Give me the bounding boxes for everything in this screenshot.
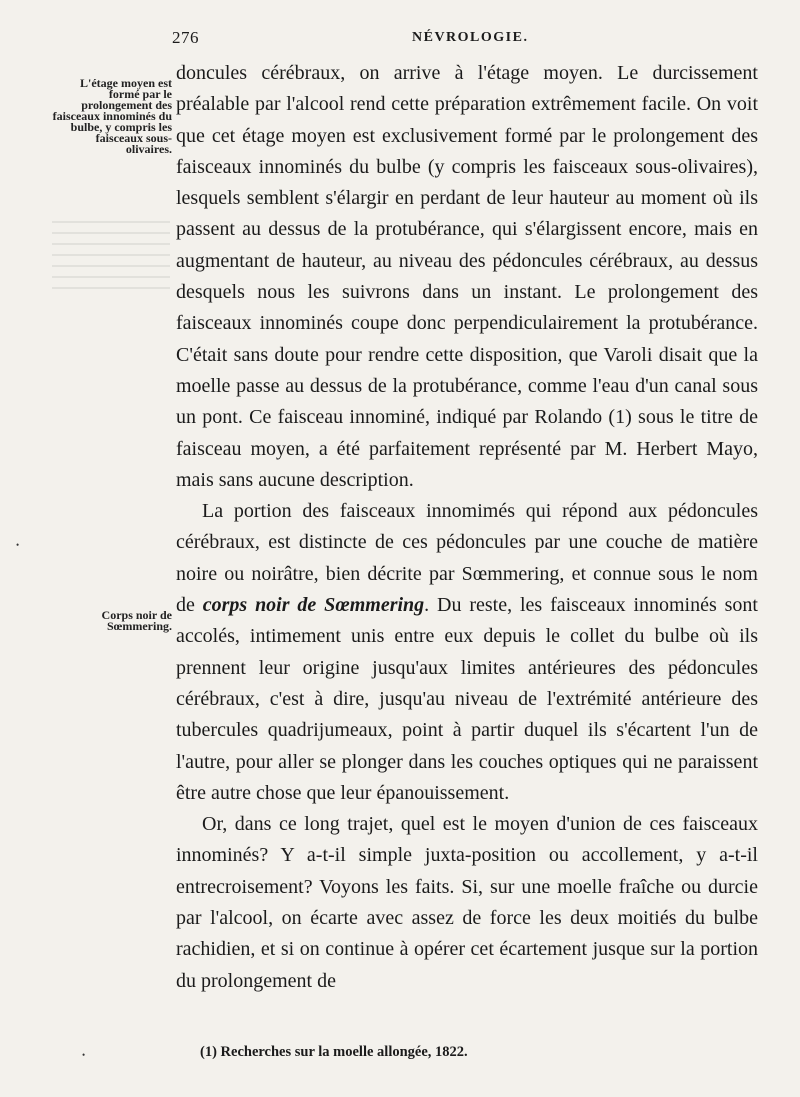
- corps-noir-emphasis: corps noir de Sœmmering: [202, 594, 425, 617]
- running-title: NÉVROLOGIE.: [412, 30, 529, 45]
- paragraph-3: [176, 809, 758, 997]
- bleed-through-texture: [52, 212, 170, 322]
- footer-dot-mark: •: [82, 1050, 86, 1060]
- paragraph-3-text: Or, dans ce long trajet, quel est le moyen d'union de ces faisceaux innominés? Y a-t-il simple juxta-position ou accollement, y a-t-il entrecroisement? Voyons les faits. Si, sur une moelle fraîche ou durcie par l'alcool, on écarte avec assez de force les deux moitiés du bulbe rachidien, et si on continue à opérer cet écartement jusque sur la portion du prolongement de: [176, 813, 758, 992]
- sidenote-etage-moyen: L'étage moyen est formé par le prolongement des faisceaux innominés du bulbe, y compris les faisceaux sous-olivaires.: [52, 76, 172, 156]
- footnote: (1) Recherches sur la moelle allongée, 1822.: [200, 1044, 468, 1060]
- sidenote-corps-noir: Corps noir de Sœmmering.: [101, 608, 172, 633]
- paragraph-1: [176, 58, 758, 496]
- page-header: [172, 28, 732, 54]
- page-number: 276: [172, 28, 199, 47]
- paragraph-1-text: doncules cérébraux, on arrive à l'étage moyen. Le durcissement préalable par l'alcool rend cette préparation extrêmement facile. On voit que cet étage moyen est exclusivement formé par le prolongement des faisceaux innominés du bulbe (y compris les faisceaux sous-olivaires), lesquels semblent s'élargir en perdant de leur hauteur au moment où ils passent au dessus de la protubérance, qui s'élargissent encore, mais en augmentant de hauteur, au niveau des pédoncules cérébraux, au dessus desquels nous les suivrons dans un instant. Le prolongement des faisceaux innominés coupe donc perpendiculairement la protubérance. C'était sans doute pour rendre cette disposition, que Varoli disait que la moelle passe au dessus de la protubérance, comme l'eau d'un canal sous un pont. Ce faisceau innominé, indiqué par Rolando (1) sous le titre de faisceau moyen, a été parfaitement représenté par M. Herbert Mayo, mais sans aucune description.: [176, 62, 758, 491]
- body-text: [176, 58, 758, 997]
- paragraph-2-text-end: . Du reste, les faisceaux innominés sont accolés, intimement unis entre eux depuis le collet du bulbe où ils prennent leur origine jusqu'aux limites antérieures des pédoncules cérébraux, c'est à dire, jusqu'au niveau de l'extrémité antérieure des tubercules quadrijumeaux, point à partir duquel ils s'écartent l'un de l'autre, pour aller se plonger dans les couches optiques qui ne paraissent être autre chose que leur épanouissement.: [176, 594, 758, 804]
- paragraph-2-text-start: La portion des faisceaux innomimés qui répond aux pédoncules cérébraux, est distincte de ces pédoncules par une couche de matière noire ou noirâtre, bien décrite par Sœmmering, et connue sous le nom de: [176, 500, 758, 617]
- paragraph-2: [176, 496, 758, 809]
- margin-dot-mark: •: [16, 540, 20, 550]
